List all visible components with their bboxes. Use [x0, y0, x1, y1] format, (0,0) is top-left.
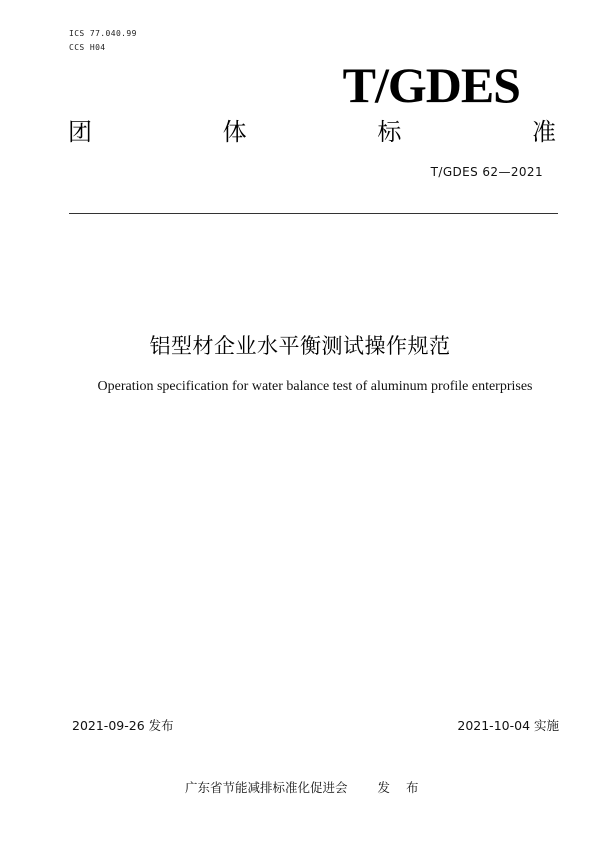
issue-date: 2021-09-26 发布 — [72, 718, 174, 733]
header-divider — [69, 213, 558, 214]
standard-type-char-3: 标 — [377, 118, 402, 146]
standard-type-char-1: 团 — [68, 118, 92, 146]
standard-number: T/GDES 62—2021 — [430, 165, 543, 179]
ics-code: ICS 77.040.99 — [69, 29, 137, 38]
issuer-organization: 广东省节能减排标准化促进会 — [185, 780, 348, 795]
implementation-date: 2021-10-04 实施 — [457, 718, 559, 733]
issuer-action: 发布 — [377, 780, 435, 795]
standard-logo: T/GDES — [342, 57, 520, 113]
standard-type-char-4: 准 — [531, 118, 556, 146]
ccs-code: CCS H04 — [69, 43, 106, 52]
title-english: Operation specification for water balance test of aluminum profile enterprises — [97, 379, 533, 394]
title-chinese: 铝型材企业水平衡测试操作规范 — [149, 334, 451, 358]
standard-type-heading — [68, 118, 556, 146]
issuer-line — [185, 778, 435, 796]
standard-type-char-2: 体 — [222, 118, 247, 146]
